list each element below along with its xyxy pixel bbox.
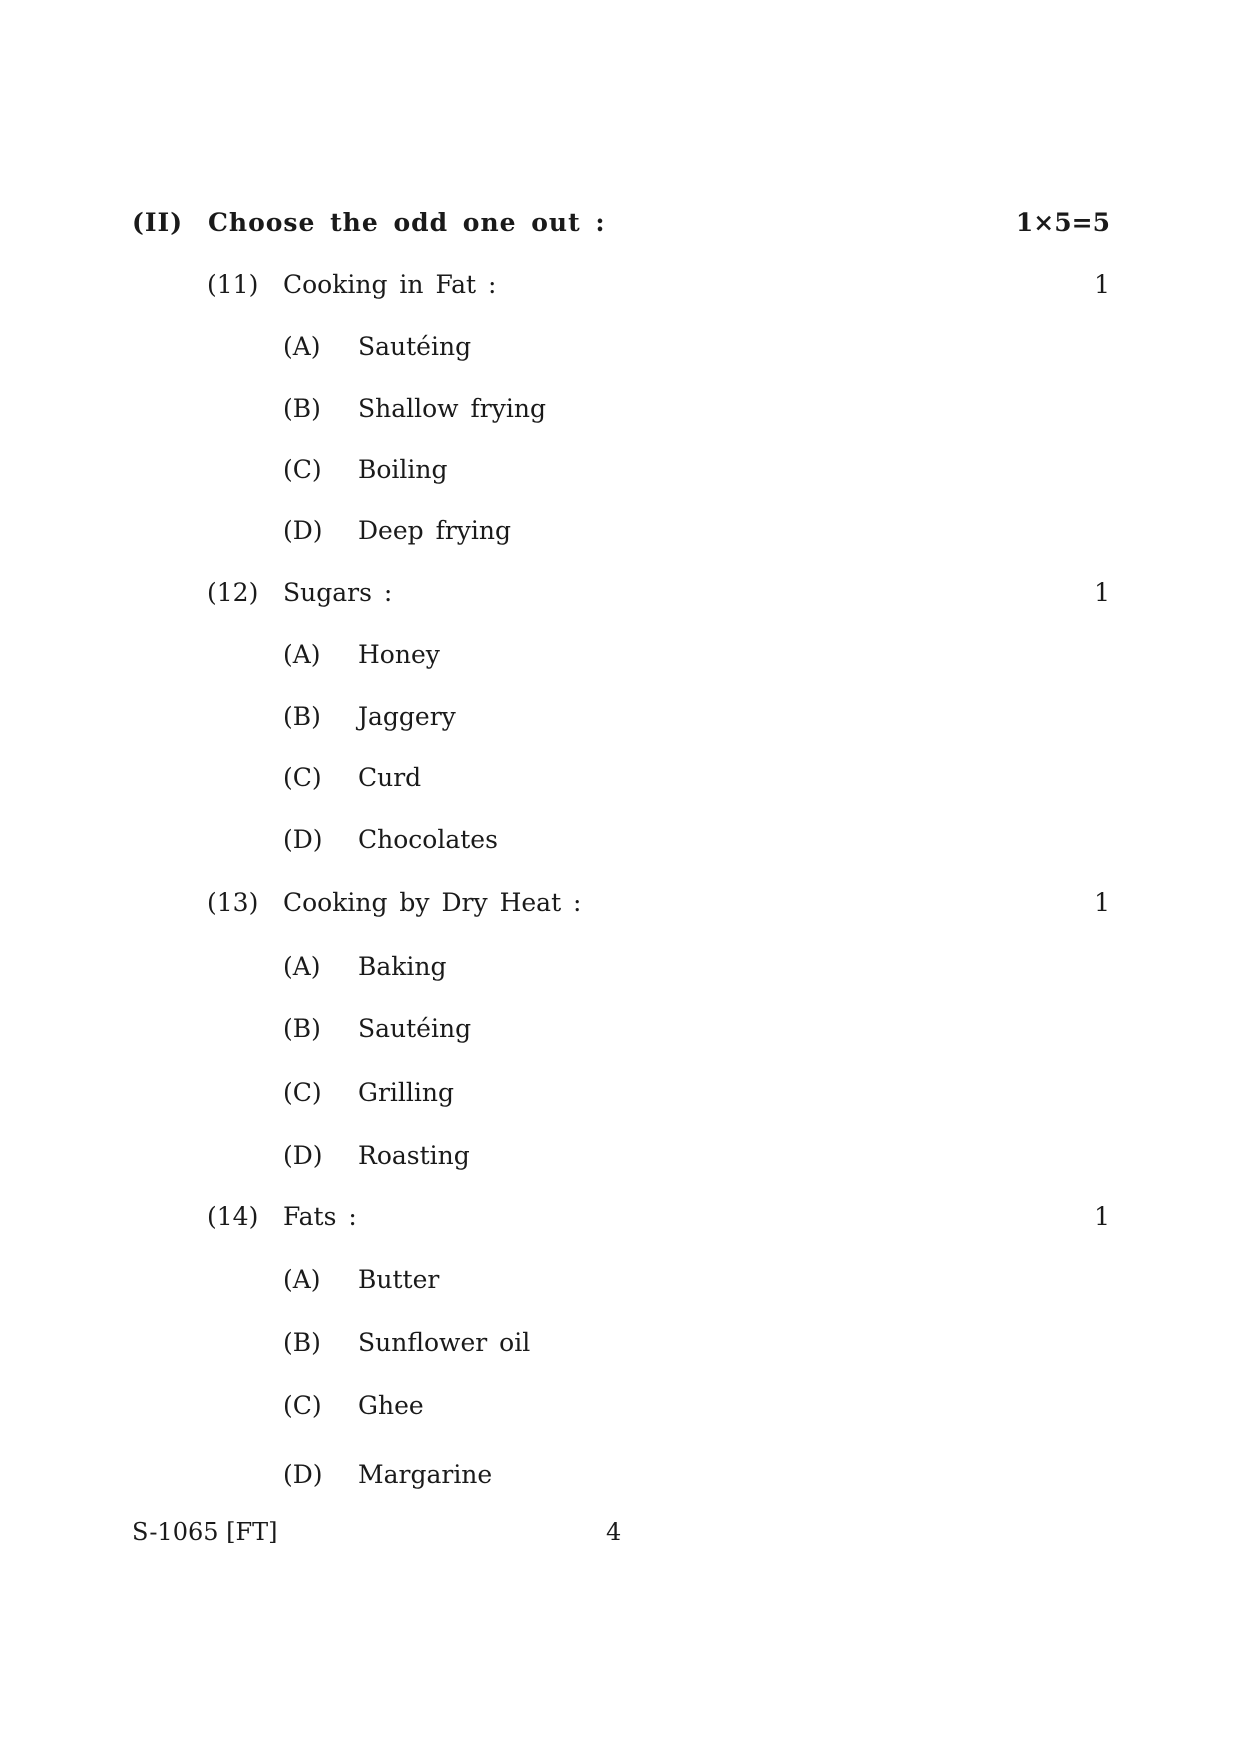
question-number: (13) [207,888,259,917]
question-text: Sugars : [283,578,393,607]
option-letter: (C) [283,763,322,792]
question-11 [207,270,1110,545]
question-text: Fats : [283,1202,357,1231]
question-number: (12) [207,578,259,607]
option-b [283,394,883,430]
question-header [207,888,1110,924]
option-text: Sunflower oil [358,1328,531,1357]
option-letter: (A) [283,640,321,669]
option-letter: (B) [283,1328,321,1357]
question-number: (11) [207,270,259,299]
question-13 [207,888,1110,1170]
page-number: 4 [606,1518,622,1546]
question-text: Cooking in Fat : [283,270,497,299]
question-text: Cooking by Dry Heat : [283,888,582,917]
question-marks: 1 [1094,578,1110,607]
option-c [283,1078,883,1114]
option-letter: (D) [283,516,323,545]
option-a [283,332,883,368]
option-letter: (D) [283,1141,323,1170]
question-14 [207,1202,1110,1489]
option-text: Boiling [358,455,448,484]
option-d [283,1460,883,1496]
option-text: Curd [358,763,422,792]
option-letter: (A) [283,1265,321,1294]
option-text: Butter [358,1265,440,1294]
section-number: (II) [132,208,184,237]
option-letter: (C) [283,1078,322,1107]
option-letter: (C) [283,455,322,484]
option-a [283,1265,883,1301]
question-marks: 1 [1094,1202,1110,1231]
option-c [283,1391,883,1427]
question-header [207,270,1110,306]
option-text: Shallow frying [358,394,546,423]
paper-code: S-1065 [FT] [132,1518,278,1546]
option-d [283,1141,883,1177]
option-text: Grilling [358,1078,455,1107]
option-letter: (B) [283,394,321,423]
option-a [283,952,883,988]
option-text: Margarine [358,1460,493,1489]
option-text: Deep frying [358,516,512,545]
option-text: Jaggery [358,702,456,731]
option-d [283,825,883,861]
section-title: Choose the odd one out : [208,208,606,237]
option-b [283,1328,883,1364]
option-letter: (D) [283,1460,323,1489]
option-letter: (C) [283,1391,322,1420]
question-marks: 1 [1094,888,1110,917]
option-text: Honey [358,640,440,669]
section-marks: 1×5=5 [1015,208,1110,237]
option-a [283,640,883,676]
option-text: Chocolates [358,825,498,854]
option-letter: (B) [283,702,321,731]
question-marks: 1 [1094,270,1110,299]
question-number: (14) [207,1202,259,1231]
option-letter: (A) [283,332,321,361]
option-d [283,516,883,552]
option-text: Sautéing [358,332,472,361]
option-c [283,455,883,491]
option-text: Ghee [358,1391,424,1420]
question-12 [207,578,1110,854]
option-b [283,1014,883,1050]
option-letter: (A) [283,952,321,981]
section-heading [132,208,1110,244]
option-letter: (B) [283,1014,321,1043]
question-header [207,578,1110,614]
option-text: Sautéing [358,1014,472,1043]
option-text: Roasting [358,1141,470,1170]
option-letter: (D) [283,825,323,854]
question-header [207,1202,1110,1238]
option-b [283,702,883,738]
option-text: Baking [358,952,447,981]
option-c [283,763,883,799]
